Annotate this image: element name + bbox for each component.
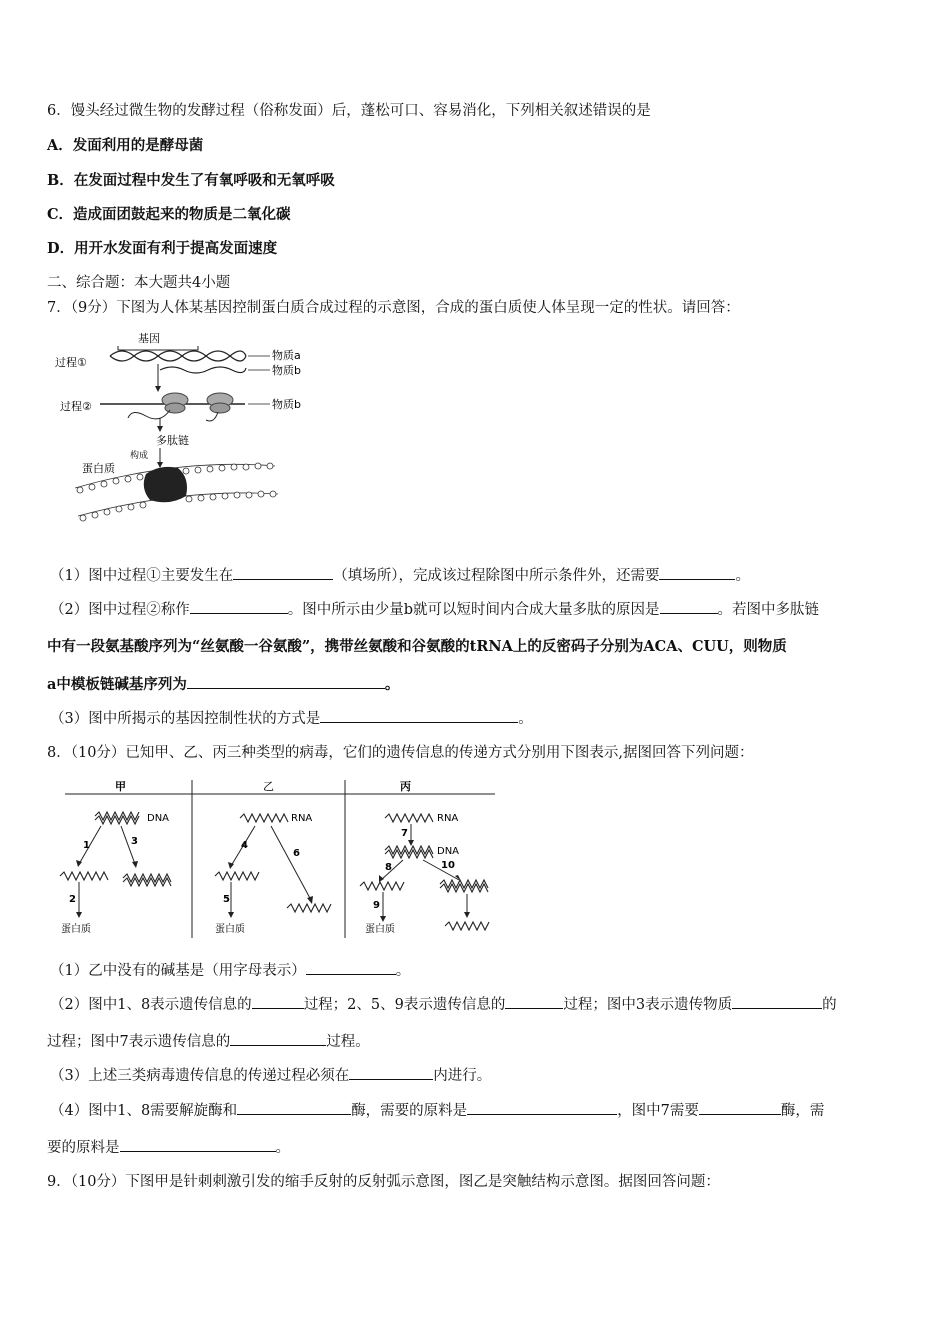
q8-stem: 8．（10分）已知甲、乙、丙三种类型的病毒，它们的遗传信息的传递方式分别用下图表示,据图回答下列问题： (47, 745, 754, 761)
q7-part3-blank-1[interactable] (320, 708, 518, 723)
q8-part1-blank-1[interactable] (306, 960, 396, 975)
q7-part2-text-c: 。若图中多肽链 (717, 602, 820, 618)
q8-label-9: 9 (373, 900, 380, 911)
q7-part2-text-a: （2）图中过程②称作 (50, 602, 190, 618)
q8-part4 (50, 1100, 824, 1121)
q7-part2-line3-text-b: 。 (384, 676, 400, 693)
q6-option-a: A．发面利用的是酵母菌 (47, 137, 204, 154)
q7-part1 (50, 565, 750, 586)
q8-part4-text-b: 酶，需要的原料是 (351, 1103, 468, 1119)
q8-part3 (50, 1065, 491, 1086)
q6-stem: 6．馒头经过微生物的发酵过程（俗称发面）后，蓬松可口、容易消化，下列相关叙述错误的是 (47, 103, 651, 119)
q8-part2-blank-2[interactable] (505, 994, 563, 1009)
q8-bing-protein-label: 蛋白质 (365, 924, 395, 935)
q6-option-b: B．在发面过程中发生了有氧呼吸和无氧呼吸 (47, 172, 335, 189)
q7-part2-blank-3[interactable] (187, 674, 385, 689)
q8-part4-blank-2[interactable] (467, 1100, 617, 1115)
q7-protein-label: 蛋白质 (82, 462, 115, 475)
q7-substance-a-label: 物质a (272, 349, 301, 362)
q7-part1-text-b: （填场所），完成该过程除图中所示条件外，还需要 (333, 568, 660, 584)
q8-part3-text-a: （3）上述三类病毒遗传信息的传递过程必须在 (50, 1068, 350, 1084)
q8-part2-text-b: 过程；2、5、9表示遗传信息的 (303, 997, 506, 1013)
section-heading: 二、综合题：本大题共4小题 (47, 275, 231, 291)
q7-constitute-label: 构成 (130, 451, 149, 461)
q8-part2-line2-text-b: 过程。 (326, 1034, 370, 1050)
q7-part1-blank-2[interactable] (659, 565, 735, 580)
q7-part1-blank-1[interactable] (233, 565, 333, 580)
q8-label-4: 4 (241, 840, 248, 851)
q8-label-7: 7 (401, 828, 408, 839)
q7-part2-blank-2[interactable] (660, 599, 718, 614)
q8-label-8: 8 (385, 862, 392, 873)
q8-part2-blank-4[interactable] (230, 1031, 326, 1046)
q7-part2-blank-1[interactable] (190, 599, 288, 614)
q8-yi-rna-label: RNA (291, 813, 313, 824)
q7-part2-line2: 中有一段氨基酸序列为“丝氨酸一谷氨酸”，携带丝氨酸和谷氨酸的tRNA上的反密码子分别为ACA、CUU，则物质 (47, 638, 787, 655)
q8-part2-blank-1[interactable] (252, 994, 304, 1009)
q8-part4-blank-4[interactable] (120, 1137, 276, 1152)
q8-virus-information-figure (55, 776, 500, 941)
q7-part1-text-a: （1）图中过程①主要发生在 (50, 568, 234, 584)
q8-part3-blank-1[interactable] (349, 1065, 433, 1080)
q7-substance-b-label-1: 物质b (272, 364, 301, 377)
q7-gene-expression-figure (50, 328, 320, 538)
q8-part4-line2-text-b: 。 (275, 1140, 290, 1156)
q7-polypeptide-label: 多肽链 (156, 434, 189, 447)
q8-col-jia: 甲 (115, 780, 126, 793)
q8-bing-rna-label: RNA (437, 813, 459, 824)
q7-part3-text-b: 。 (518, 711, 533, 727)
q8-label-3: 3 (131, 836, 138, 847)
q7-part2-line3 (47, 674, 399, 695)
q8-part2-text-a: （2）图中1、8表示遗传信息的 (50, 997, 252, 1013)
q8-part3-text-b: 内进行。 (433, 1068, 492, 1084)
q8-part1-text-a: （1）乙中没有的碱基是（用字母表示） (50, 963, 306, 979)
q8-part2 (50, 994, 837, 1015)
q7-part2-text-b: 。图中所示由少量b就可以短时间内合成大量多肽的原因是 (287, 602, 660, 618)
q7-stem: 7．（9分）下图为人体某基因控制蛋白质合成过程的示意图，合成的蛋白质使人体呈现一定的性状。请回答： (47, 300, 740, 316)
q8-part1 (50, 960, 410, 981)
q7-part2-line3-text-a: a中模板链碱基序列为 (47, 676, 187, 693)
q7-process2-label: 过程② (60, 400, 92, 413)
q8-label-6: 6 (293, 848, 300, 859)
q8-part2-line2 (47, 1031, 370, 1052)
q8-part2-line2-text-a: 过程；图中7表示遗传信息的 (47, 1034, 231, 1050)
q7-part1-text-c: 。 (735, 568, 750, 584)
q7-process1-label: 过程① (55, 356, 87, 369)
q8-label-5: 5 (223, 894, 230, 905)
q8-jia-protein-label: 蛋白质 (61, 924, 91, 935)
q8-part4-text-c: ，图中7需要 (617, 1103, 699, 1119)
q8-label-2: 2 (69, 894, 76, 905)
q8-part2-text-d: 的 (822, 997, 837, 1013)
q8-part4-blank-3[interactable] (699, 1100, 781, 1115)
q7-part3-text-a: （3）图中所揭示的基因控制性状的方式是 (50, 711, 321, 727)
q7-part3 (50, 708, 533, 729)
q8-label-1: 1 (83, 840, 90, 851)
q8-part4-line2-text-a: 要的原料是 (47, 1140, 120, 1156)
q7-part2 (50, 599, 819, 620)
q6-option-c: C．造成面团鼓起来的物质是二氧化碳 (47, 206, 291, 223)
q8-bing-dna-label: DNA (437, 846, 460, 857)
q8-part2-text-c: 过程；图中3表示遗传物质 (563, 997, 733, 1013)
q6-option-d: D．用开水发面有利于提高发面速度 (47, 240, 278, 257)
q8-part1-text-b: 。 (395, 963, 411, 979)
q8-jia-dna-label: DNA (147, 813, 170, 824)
q8-yi-protein-label: 蛋白质 (215, 924, 245, 935)
q8-part4-text-a: （4）图中1、8需要解旋酶和 (50, 1103, 238, 1119)
q7-substance-b-label-2: 物质b (272, 398, 301, 411)
q8-part4-blank-1[interactable] (237, 1100, 351, 1115)
q8-col-yi: 乙 (263, 780, 274, 793)
q9-stem: 9．（10分）下图甲是针刺刺激引发的缩手反射的反射弧示意图，图乙是突触结构示意图。据图回答问题： (47, 1174, 720, 1190)
q8-col-bing: 丙 (400, 780, 411, 793)
q8-part4-text-d: 酶，需 (780, 1103, 825, 1119)
q8-label-10: 10 (441, 860, 455, 871)
q7-gene-label: 基因 (138, 332, 160, 345)
q8-part2-blank-3[interactable] (732, 994, 822, 1009)
q8-part4-line2 (47, 1137, 290, 1158)
